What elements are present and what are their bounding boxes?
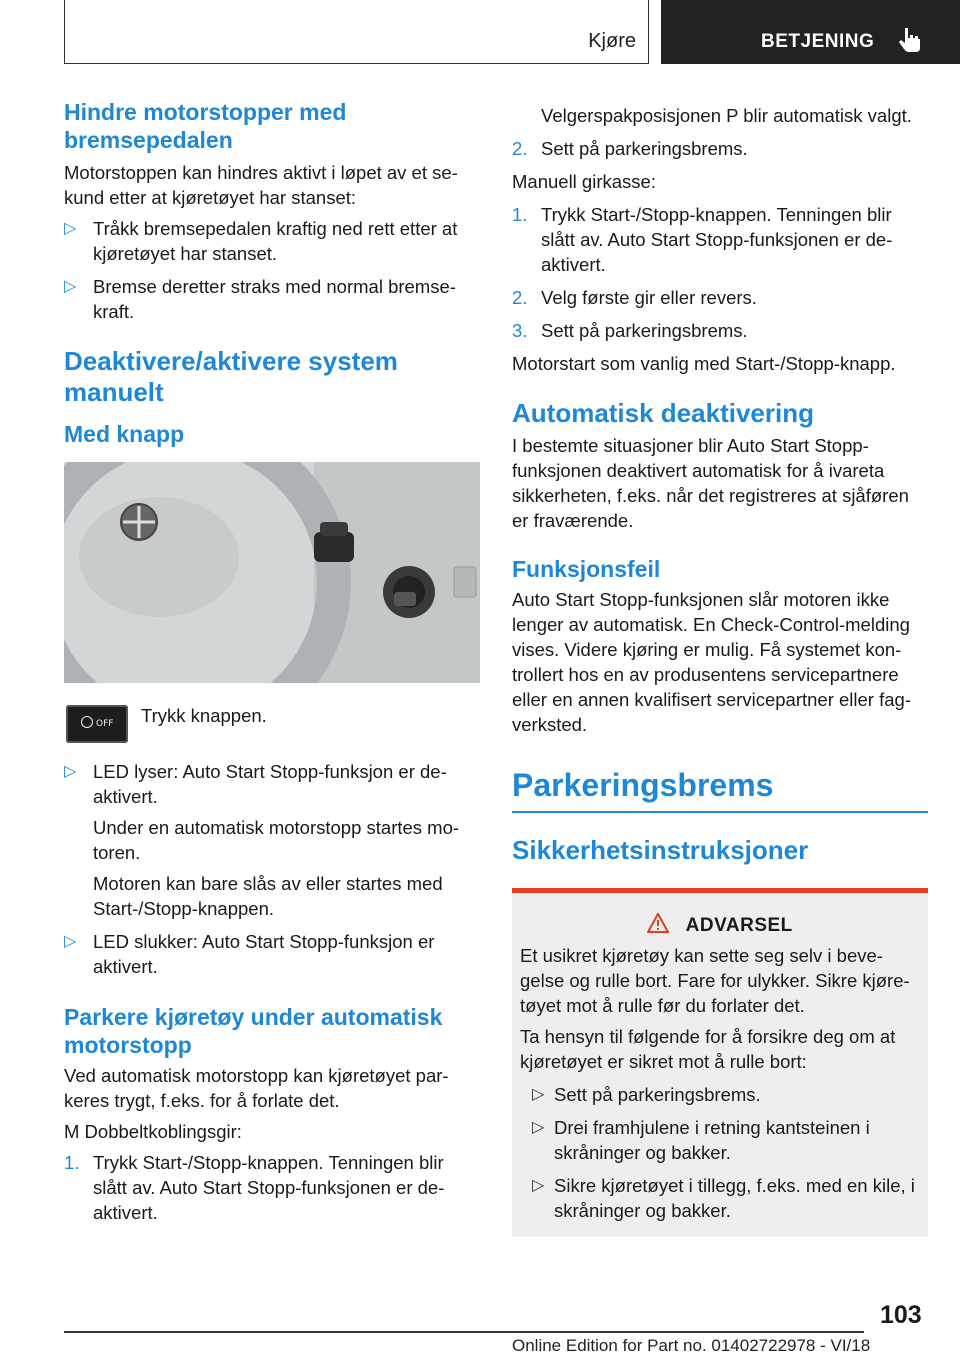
m-dct-list bbox=[64, 1150, 480, 1225]
paragraph-auto-deactivation: I bestemte situasjoner blir Auto Start Stopp-funksjonen deaktivert automatisk for å ivareta sikkerheten, f.eks. når det registreres at sjåføren er fraværende. bbox=[512, 435, 909, 531]
triangle-bullet-icon: ▷ bbox=[64, 278, 77, 295]
left-column bbox=[64, 98, 480, 1225]
header-left-box bbox=[64, 0, 649, 64]
button-caption: Trykk knappen. bbox=[141, 705, 267, 726]
paragraph-malfunction: Auto Start Stopp-funksjonen slår motoren ikke lenger av automatisk. En Check-Control-melding vises. Videre kjøring er mulig. Få systemet kontrollert hos en av produsentens servicepartnere eller en annen kvalifisert servicepartner eller fagverksted. bbox=[512, 589, 911, 735]
heading-with-button: Med knapp bbox=[64, 421, 185, 447]
chapter-title: BETJENING bbox=[761, 31, 875, 52]
m-dct-list-continued bbox=[512, 103, 928, 161]
triangle-bullet-icon: ▷ bbox=[532, 1177, 545, 1194]
hand-pointer-icon bbox=[897, 26, 923, 54]
heading-malfunction: Funksjonsfeil bbox=[512, 556, 661, 582]
heading-safety: Sikkerhetsinstruksjoner bbox=[512, 835, 809, 865]
list-item: 3. Sett på parkeringsbrems. bbox=[512, 320, 748, 341]
right-column bbox=[512, 103, 928, 1237]
warning-header bbox=[520, 913, 920, 937]
heading-prevent-stop: Hindre motorstopper med bremsepedalen bbox=[64, 99, 347, 153]
page-number: 103 bbox=[880, 1301, 922, 1329]
list-item: 2. Sett på parkeringsbrems. bbox=[512, 138, 748, 159]
list-number: 1. bbox=[64, 1152, 80, 1173]
led-list bbox=[64, 759, 480, 979]
list-item: ▷ Tråkk bremsepedalen kraftig ned rett etter at kjøretøyet har stanset. bbox=[64, 218, 458, 264]
list-item: ▷ Sikre kjøretøyet i tillegg, f.eks. med en kile, i skråninger og bakker. bbox=[532, 1175, 915, 1221]
list-item: ▷ Bremse deretter straks med normal bremsekraft. bbox=[64, 276, 456, 322]
heading-parking-brake: Parkeringsbrems bbox=[512, 767, 774, 803]
footer-edition: Online Edition for Part no. 01402722978 - VI/18 bbox=[512, 1336, 871, 1355]
steering-wheel-photo bbox=[64, 462, 480, 683]
auto-start-stop-button bbox=[66, 705, 128, 743]
list-number: 2. bbox=[512, 287, 528, 308]
paragraph-manual: Manuell girkasse: bbox=[512, 171, 656, 192]
paragraph-park: Ved automatisk motorstopp kan kjøretøyet parkeres trygt, f.eks. for å forlate det. bbox=[64, 1065, 449, 1111]
steering-wheel-illustration bbox=[64, 462, 480, 683]
paragraph-m-dct: M Dobbeltkoblingsgir: bbox=[64, 1121, 242, 1142]
section-title: Kjøre bbox=[588, 30, 636, 52]
heading-park-vehicle: Parkere kjøretøy under automatisk motorstopp bbox=[64, 1004, 443, 1058]
auto-a-icon bbox=[81, 716, 93, 728]
list-number: 3. bbox=[512, 320, 528, 341]
prevent-stop-list bbox=[64, 216, 480, 324]
triangle-bullet-icon: ▷ bbox=[532, 1086, 545, 1103]
heading-auto-deactivation: Automatisk deaktivering bbox=[512, 398, 814, 428]
list-item: 2. Velg første gir eller revers. bbox=[512, 287, 757, 308]
paragraph-motorstart: Motorstart som vanlig med Start-/Stopp-knapp. bbox=[512, 353, 896, 374]
triangle-bullet-icon: ▷ bbox=[64, 220, 77, 237]
paragraph-prevent-stop: Motorstoppen kan hindres aktivt i løpet av et sekund etter at kjøretøyet har stanset: bbox=[64, 162, 458, 208]
triangle-bullet-icon: ▷ bbox=[64, 763, 77, 780]
list-item: 1. Trykk Start-/Stopp-knappen. Tenningen blir slått av. Auto Start Stopp-funksjonen er deaktivert. bbox=[512, 204, 893, 275]
warning-paragraph-2: Ta hensyn til følgende for å forsikre deg om at kjøretøyet er sikret mot å rulle bort: bbox=[520, 1026, 896, 1072]
footer-rule bbox=[64, 1331, 864, 1333]
warning-list bbox=[520, 1082, 920, 1223]
triangle-bullet-icon: ▷ bbox=[64, 933, 77, 950]
heading-underline bbox=[512, 811, 928, 813]
list-item: Velgerspakposisjonen P blir automatisk valgt. bbox=[541, 105, 912, 126]
button-caption-row bbox=[64, 703, 480, 747]
warning-title: ADVARSEL bbox=[685, 915, 793, 936]
triangle-bullet-icon: ▷ bbox=[532, 1119, 545, 1136]
warning-triangle-icon bbox=[647, 913, 669, 933]
list-item: ▷ LED lyser: Auto Start Stopp-funksjon er deaktivert. Under en automatisk motorstopp startes motoren. Motoren kan bare slås av eller startes med Start-/Stopp-knappen. bbox=[64, 759, 480, 921]
list-item: ▷ Sett på parkeringsbrems. bbox=[532, 1084, 761, 1105]
warning-box bbox=[512, 888, 928, 1237]
list-item: ▷ Drei framhjulene i retning kantsteinen i skråninger og bakker. bbox=[532, 1117, 870, 1163]
header-chapter-tab bbox=[661, 0, 960, 64]
list-item: 1. Trykk Start-/Stopp-knappen. Tenningen blir slått av. Auto Start Stopp-funksjonen er deaktivert. bbox=[64, 1152, 445, 1223]
list-number: 2. bbox=[512, 138, 528, 159]
button-off-label: OFF bbox=[96, 719, 114, 729]
heading-deactivate-manual: Deaktivere/aktivere system manuelt bbox=[64, 346, 398, 407]
manual-list bbox=[512, 202, 928, 343]
list-item: ▷ LED slukker: Auto Start Stopp-funksjon er aktivert. bbox=[64, 931, 435, 977]
led-on-detail-2: Motoren kan bare slås av eller startes med Start-/Stopp-knappen. bbox=[93, 873, 443, 919]
list-number: 1. bbox=[512, 204, 528, 225]
warning-paragraph-1: Et usikret kjøretøy kan sette seg selv i bevegelse og rulle bort. Fare for ulykker. Sikre kjøretøyet mot å rulle før du forlater det. bbox=[520, 945, 910, 1016]
led-on-detail-1: Under en automatisk motorstopp startes motoren. bbox=[93, 817, 460, 863]
